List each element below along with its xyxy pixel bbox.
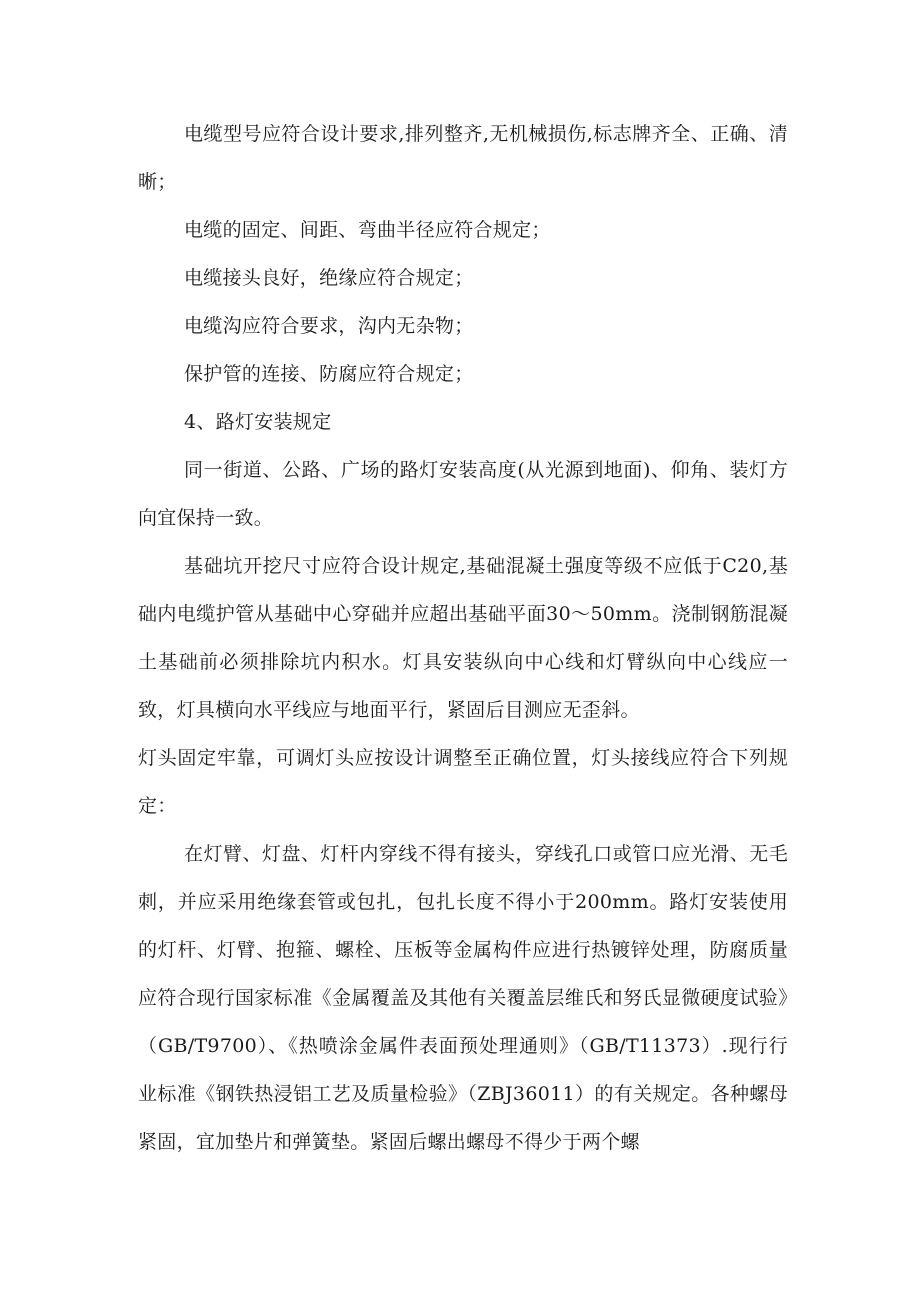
paragraph-cable-model: 电缆型号应符合设计要求,排列整齐,无机械损伤,标志牌齐全、正确、清晰； bbox=[138, 123, 788, 193]
paragraph-cable-trench: 电缆沟应符合要求，沟内无杂物； bbox=[184, 315, 474, 337]
paragraph-protection-pipe: 保护管的连接、防腐应符合规定； bbox=[184, 363, 474, 385]
paragraph-install-height: 同一街道、公路、广场的路灯安装高度(从光源到地面)、仰角、装灯方向宜保持一致。 bbox=[138, 459, 788, 529]
section-heading-streetlight: 4、路灯安装规定 bbox=[184, 411, 332, 433]
paragraph-cable-fixing: 电缆的固定、间距、弯曲半径应符合规定； bbox=[184, 219, 551, 241]
paragraph-cable-joint: 电缆接头良好，绝缘应符合规定； bbox=[184, 267, 474, 289]
paragraph-wiring: 在灯臂、灯盘、灯杆内穿线不得有接头，穿线孔口或管口应光滑、无毛刺，并应采用绝缘套管或包扎，包扎长度不得小于200mm。路灯安装使用的灯杆、灯臂、抱箍、螺栓、压板等金属构件应进行热镀锌处理，防腐质量应符合现行国家标准《金属覆盖及其他有关覆盖层维氏和努氏显微硬度试验》（GB/T9700）、《热喷涂金属件表面预处理通则》（GB/T11373）.现行行业标准《钢铁热浸铝工艺及质量检验》（ZBJ36011）的有关规定。各种螺母紧固，宜加垫片和弹簧垫。紧固后螺出螺母不得少于两个螺 bbox=[138, 843, 788, 1153]
paragraph-lamp-head: 灯头固定牢靠，可调灯头应按设计调整至正确位置，灯头接线应符合下列规定： bbox=[138, 747, 788, 817]
paragraph-foundation: 基础坑开挖尺寸应符合设计规定,基础混凝土强度等级不应低于C20,基础内电缆护管从基础中心穿础并应超出基础平面30～50mm。浇制钢筋混凝土基础前必须排除坑内积水。灯具安装纵向中心线和灯臂纵向中心线应一致，灯具横向水平线应与地面平行，紧固后目测应无歪斜。 bbox=[138, 555, 788, 721]
